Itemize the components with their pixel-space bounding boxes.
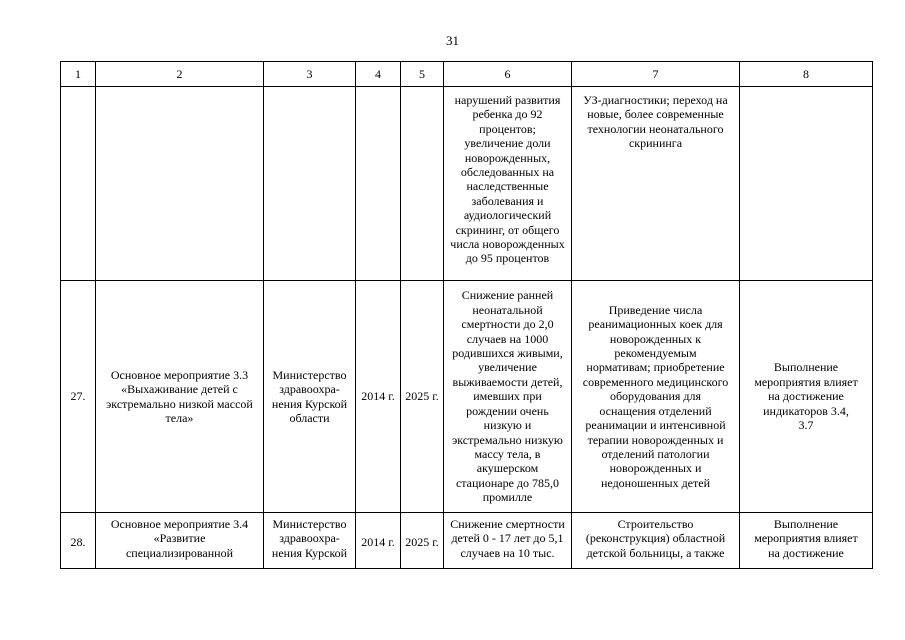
row-number-cell (61, 87, 96, 281)
measure-name-cell (96, 87, 264, 281)
end-year-cell: 2025 г. (401, 513, 444, 569)
column-header: 7 (572, 62, 740, 87)
page-number: 31 (446, 33, 459, 48)
column-header: 8 (740, 62, 873, 87)
start-year-cell: 2014 г. (356, 513, 401, 569)
indicator-relation-cell: Выполнение мероприятия влияет на достижение индикаторов 3.4, 3.7 (740, 281, 873, 513)
start-year-cell (356, 87, 401, 281)
table-row (61, 87, 873, 281)
table-row (61, 281, 873, 513)
table-row (61, 513, 873, 569)
end-year-cell (401, 87, 444, 281)
start-year-cell: 2014 г. (356, 281, 401, 513)
header-row (61, 62, 873, 87)
main-directions-cell: УЗ-диагностики; переход на новые, более современные технологии неонатального скрининга (572, 87, 740, 281)
measure-name-cell: Основное мероприятие 3.3 «Выхаживание детей с экстремально низкой массой тела» (96, 281, 264, 513)
column-header: 3 (264, 62, 356, 87)
indicator-relation-cell (740, 87, 873, 281)
measure-name-cell: Основное мероприятие 3.4 «Развитие специализированной (96, 513, 264, 569)
expected-result-cell: Снижение смертности детей 0 - 17 лет до 5,1 случаев на 10 тыс. (444, 513, 572, 569)
expected-result-cell: нарушений развития ребенка до 92 процентов; увеличение доли новорожденных, обследованных на наследственные заболевания и аудиологический скрининг, от общего числа новорожденных до 95 процентов (444, 87, 572, 281)
row-number-cell: 27. (61, 281, 96, 513)
main-directions-cell: Строительство (реконструкция) областной детской больницы, а также (572, 513, 740, 569)
executor-cell: Министерство здравоохра- нения Курской (264, 513, 356, 569)
expected-result-cell: Снижение ранней неонатальной смертности до 2,0 случаев на 1000 родившихся живыми, увеличение выживаемости детей, имевших при рождении очень низкую и экстремально низкую массу тела, в акушерском стационаре до 785,0 промилле (444, 281, 572, 513)
indicator-relation-cell: Выполнение мероприятия влияет на достижение (740, 513, 873, 569)
column-header: 1 (61, 62, 96, 87)
row-number-cell: 28. (61, 513, 96, 569)
end-year-cell: 2025 г. (401, 281, 444, 513)
executor-cell (264, 87, 356, 281)
main-directions-cell: Приведение числа реанимационных коек для новорожденных к рекомендуемым нормативам; приобретение современного медицинского оборудования для оснащения отделений реанимации и интенсивной терапии новорожденных и отделений патологии новорожденных и недоношенных детей (572, 281, 740, 513)
column-header: 4 (356, 62, 401, 87)
executor-cell: Министерство здравоохра- нения Курской области (264, 281, 356, 513)
column-header: 6 (444, 62, 572, 87)
column-header: 2 (96, 62, 264, 87)
column-header: 5 (401, 62, 444, 87)
program-measures-table (60, 61, 873, 569)
